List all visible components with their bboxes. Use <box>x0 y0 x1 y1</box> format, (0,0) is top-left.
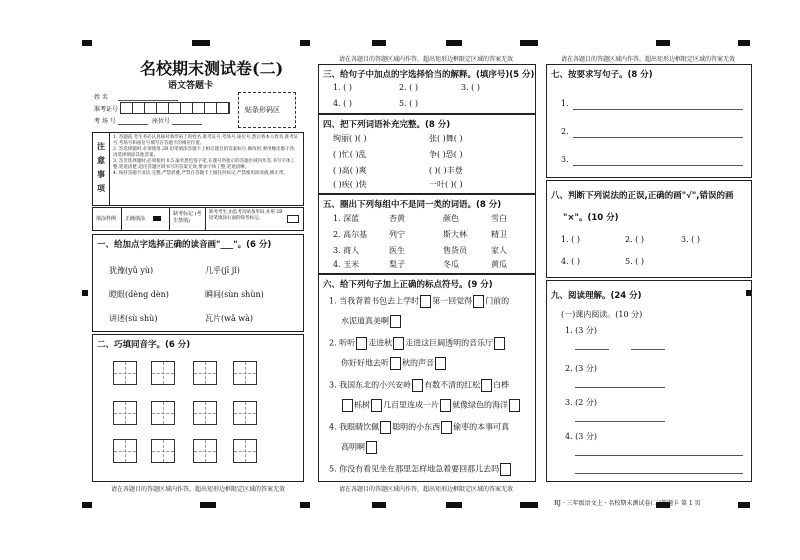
notes-char: 注 <box>97 141 105 151</box>
pinyin-item[interactable]: 讲述(sù shù) <box>109 314 158 323</box>
sentence-line <box>329 421 509 434</box>
barcode-area <box>238 92 296 128</box>
answer-line[interactable] <box>575 349 609 350</box>
question-label: 4. (3 分) <box>565 432 598 441</box>
notes-char: 事 <box>97 169 105 179</box>
sentence-line <box>341 357 447 370</box>
section-1-pronunciation <box>92 234 304 332</box>
absent-label: 缺考标记 (考生禁填) <box>173 211 202 224</box>
sentence-part: 走进这巨阔透明的音乐厅 <box>405 338 494 348</box>
word-option[interactable]: 家人 <box>491 246 507 255</box>
sentence-part: 几百里连成一片 <box>383 400 439 410</box>
name-field[interactable] <box>118 100 178 101</box>
subsection-title: (一)课内阅读。(10 分) <box>561 310 643 319</box>
sentence-part: 门前的 <box>485 296 510 306</box>
word-blank[interactable]: 一叶( )( ) <box>429 180 463 189</box>
alignment-mark <box>520 502 538 508</box>
sentence-part: 高明啊 <box>341 442 365 452</box>
sentence-part: 3. 我国东北的小兴安岭 <box>329 380 412 390</box>
punct-box[interactable] <box>473 295 484 308</box>
answer-line[interactable] <box>575 473 743 474</box>
answer-slot[interactable]: 5. ( ) <box>399 99 418 108</box>
section-6-punctuation <box>318 274 536 482</box>
section-title-cont: "×"。(10 分) <box>563 213 619 223</box>
alignment-mark <box>192 40 210 46</box>
word-blank[interactable]: 张( )舞( ) <box>429 134 463 143</box>
notes-text <box>113 135 299 177</box>
alignment-mark <box>446 40 462 46</box>
pinyin-item[interactable]: 瓦片(wǎ wà) <box>205 314 254 323</box>
punct-box[interactable] <box>420 295 431 308</box>
section-7-write-sentences <box>546 64 752 178</box>
writing-cell[interactable] <box>113 439 137 463</box>
alignment-mark <box>372 502 386 508</box>
sentence-part: 第一回觉得 <box>432 296 473 306</box>
boundary-notice: 请在各题目的答题区域内作答，超出矩形边框限定区域的答案无效 <box>338 56 513 63</box>
section-title: 五、圈出下列每组中不是同一类的词语。(8 分) <box>323 200 502 210</box>
word-option[interactable]: 黄瓜 <box>491 260 507 269</box>
alignment-mark <box>82 502 92 508</box>
alignment-mark <box>300 502 310 508</box>
note-item: 4. 保持答题卡清洁,完整,严禁折叠,严禁在答题卡上做任何标记,严禁使用涂改液,修正带。 <box>113 171 288 176</box>
column-right <box>544 52 752 507</box>
punct-box[interactable] <box>390 357 401 370</box>
writing-cell[interactable] <box>233 401 257 425</box>
section-4-complete-words <box>318 114 536 194</box>
word-option[interactable]: 医生 <box>389 246 405 255</box>
alignment-mark <box>300 40 310 46</box>
sentence-part: 聪明的小东西 <box>392 422 441 432</box>
punct-box[interactable] <box>366 441 377 454</box>
alignment-mark <box>738 40 750 46</box>
answer-slot[interactable]: 4. ( ) <box>561 257 580 266</box>
sentence-part: 秋的声音 <box>402 358 434 368</box>
pinyin-item[interactable]: 瞪眼(dèng dèn) <box>109 290 169 299</box>
page-footer: RJ · 三年级语文上 · 名校期末测试卷(二)答题卡 第 1 页 <box>554 500 701 507</box>
boundary-notice: 请在各题目的答题区域内作答，超出矩形边框限定区域的答案无效 <box>338 486 513 493</box>
sentence-part: 1. 当我背着书包去上学时 <box>329 296 420 306</box>
section-8-true-false <box>546 180 752 278</box>
writing-cell[interactable] <box>151 361 175 385</box>
writing-cell[interactable] <box>151 401 175 425</box>
section-title: 七、按要求写句子。(8 分) <box>551 70 653 80</box>
section-title: 六、给下列句子加上正确的标点符号。(9 分) <box>323 280 493 290</box>
answer-slot[interactable]: 5. ( ) <box>625 257 644 266</box>
sentence-part: 偷枣的本事可真 <box>453 422 510 432</box>
answer-line[interactable] <box>575 455 743 456</box>
section-title: 三、给句子中加点的字选择恰当的解释。(填序号)(5 分) <box>323 70 535 80</box>
answer-slot[interactable]: 3. ( ) <box>681 235 700 244</box>
question-label: 1. (3 分) <box>565 326 598 335</box>
sentence-part: 栎树 <box>354 400 370 410</box>
sentence-line <box>341 441 378 454</box>
sentence-part: 走进秋 <box>368 338 393 348</box>
section-3-meanings <box>318 64 536 114</box>
question-label: 2. (3 分) <box>565 364 598 373</box>
exam-no-boxes[interactable] <box>120 102 230 114</box>
alignment-mark <box>200 502 216 508</box>
alignment-mark <box>446 502 462 508</box>
item-number: 3. <box>561 155 569 164</box>
page-subtitle: 语文答题卡 <box>168 81 214 91</box>
note-item: 2. 答选择题时,必须使用 2B 铅笔填涂答题卡上相应题目的答案标号,修改时,要用橡皮擦干净,再选择填涂其他答案。 <box>113 147 296 158</box>
alignment-mark <box>520 40 538 46</box>
sentence-part: 4. 我眼睛饮佩 <box>329 422 380 432</box>
section-9-reading <box>546 280 752 482</box>
notes-char: 意 <box>97 155 105 165</box>
punct-box[interactable] <box>356 337 367 350</box>
word-option[interactable]: 1. 深蓝 <box>333 214 360 223</box>
pinyin-item[interactable]: 犹豫(yǔ yù) <box>109 266 154 275</box>
alignment-mark <box>82 40 92 46</box>
absent-mark-box[interactable] <box>287 215 299 223</box>
word-blank[interactable]: ( )忙( )乱 <box>333 150 367 159</box>
word-blank[interactable]: ( )疾( )快 <box>333 180 367 189</box>
sentence-part: 有数不清的红松 <box>424 380 481 390</box>
boundary-notice: 请在各题目的答题区域内作答，超出矩形边框限定区域的答案无效 <box>560 56 735 63</box>
writing-cell[interactable] <box>193 361 217 385</box>
writing-cell[interactable] <box>113 361 137 385</box>
punct-box[interactable] <box>494 337 505 350</box>
sentence-line <box>329 379 509 392</box>
section-title: 二、巧填同音字。(6 分) <box>97 340 191 350</box>
punct-box[interactable] <box>509 399 520 412</box>
word-blank[interactable]: 争( )恐( ) <box>429 150 463 159</box>
word-option[interactable]: 精卫 <box>491 230 507 239</box>
pinyin-item[interactable]: 瞬间(sùn shùn) <box>205 290 264 299</box>
section-title: 四、把下列词语补充完整。(8 分) <box>323 120 451 130</box>
word-option[interactable]: 颜色 <box>443 214 459 223</box>
sentence-part: 2. 听听 <box>329 338 356 348</box>
answer-line[interactable] <box>575 387 665 388</box>
fill-example-label: 填涂样例 <box>96 216 117 222</box>
correct-fill-sample <box>153 216 161 221</box>
notes-label <box>93 133 110 205</box>
sentence-part: 5. 你没有看见坐在那里怎样地急着要回那儿去吗 <box>329 464 500 474</box>
word-blank[interactable]: ( )( )丰登 <box>429 166 463 175</box>
writing-cell[interactable] <box>233 361 257 385</box>
barcode-label: 贴条形码区 <box>245 106 280 114</box>
punct-box[interactable] <box>500 463 511 476</box>
room-label: 考 场 号 <box>94 118 116 125</box>
seat-label: 座位号 <box>152 118 171 125</box>
section-2-homophones <box>92 334 304 482</box>
punct-box[interactable] <box>342 399 353 412</box>
sentence-part: 就像绿色的海洋 <box>452 400 508 410</box>
absent-desc: 缺考考生,由监考员贴条形码,并用 2B 铅笔填涂右面的缺考标记。 <box>209 210 283 221</box>
note-item: 3. 答非选择题时,必须使用 0.5 毫米黑色签字笔,在题号所指示的答题区域内作答,书写字体工整,笔迹清楚,超出答题区域书写的答案无效,要求字体工整,笔迹清晰。 <box>113 159 296 170</box>
note-item: 1. 答题前,考生务必认真核对条形码上的姓名,准考证号,考场号,座位号,然后将本人姓名,准考证号,考场号和座位号填写在答题卡的相应位置。 <box>113 135 299 146</box>
sentence-line <box>341 315 402 328</box>
section-title: 一、给加点字选择正确的读音画"___"。(6 分) <box>97 240 272 250</box>
word-option[interactable]: 3. 商人 <box>333 246 360 255</box>
sentence-part: 白桦 <box>493 380 510 390</box>
word-option[interactable]: 列宁 <box>389 230 405 239</box>
alignment-mark <box>738 502 750 508</box>
answer-line[interactable] <box>573 109 743 110</box>
item-number: 2. <box>561 127 569 136</box>
word-blank[interactable]: ( )高( )爽 <box>333 166 367 175</box>
writing-cell[interactable] <box>113 401 137 425</box>
word-blank[interactable]: 绚丽( )( ) <box>333 134 367 143</box>
word-option[interactable]: 斯大林 <box>443 230 467 239</box>
word-option[interactable]: 梨子 <box>389 260 405 269</box>
writing-cell[interactable] <box>233 439 257 463</box>
sentence-part: 你好好地去听 <box>341 358 389 368</box>
exam-no-label: 准考证号 <box>94 106 119 113</box>
sentence-line <box>341 399 521 412</box>
punct-box[interactable] <box>380 421 391 434</box>
alignment-mark <box>372 40 386 46</box>
seat-field[interactable] <box>172 124 202 125</box>
fill-example-row <box>92 207 304 231</box>
sentence-line <box>329 337 506 350</box>
answer-line[interactable] <box>573 165 743 166</box>
writing-cell[interactable] <box>151 439 175 463</box>
writing-cell[interactable] <box>193 401 217 425</box>
answer-line[interactable] <box>631 349 665 350</box>
punct-box[interactable] <box>393 337 404 350</box>
answer-slot[interactable]: 2. ( ) <box>399 83 418 92</box>
word-option[interactable]: 2. 高尔基 <box>333 230 368 239</box>
answer-line[interactable] <box>573 137 743 138</box>
notes-box <box>92 132 304 206</box>
word-option[interactable]: 杏黄 <box>389 214 405 223</box>
alignment-mark <box>656 40 670 46</box>
correct-fill-label: 正确填涂 <box>125 216 146 222</box>
column-left <box>88 52 308 492</box>
punct-box[interactable] <box>441 421 452 434</box>
column-middle <box>316 52 536 492</box>
word-option[interactable]: 冬瓜 <box>443 260 459 269</box>
item-number: 1. <box>561 99 569 108</box>
section-5-odd-one-out <box>318 194 536 274</box>
answer-slot[interactable]: 2. ( ) <box>625 235 644 244</box>
section-title: 九、阅读理解。(24 分) <box>551 291 642 301</box>
sentence-line <box>329 463 512 476</box>
writing-cell[interactable] <box>193 439 217 463</box>
answer-slot[interactable]: 4. ( ) <box>333 99 352 108</box>
answer-slot[interactable]: 1. ( ) <box>333 83 352 92</box>
punct-box[interactable] <box>390 315 401 328</box>
boundary-notice: 请在各题目的答题区域内作答，超出矩形边框限定区域的答案无效 <box>110 486 285 493</box>
answer-line[interactable] <box>575 421 665 422</box>
punct-box[interactable] <box>371 399 382 412</box>
notes-char: 项 <box>97 183 105 193</box>
page-title: 名校期末测试卷(二) <box>140 59 284 78</box>
answer-slot[interactable]: 1. ( ) <box>561 235 580 244</box>
punct-box[interactable] <box>435 357 446 370</box>
word-option[interactable]: 雪白 <box>491 214 507 223</box>
section-title: 八、判断下列说法的正误,正确的画"√",错误的画 <box>551 191 734 201</box>
word-option[interactable]: 4. 玉米 <box>333 260 360 269</box>
punct-box[interactable] <box>481 379 492 392</box>
question-label: 3. (2 分) <box>565 398 598 407</box>
word-option[interactable]: 售货员 <box>443 246 467 255</box>
room-field[interactable] <box>118 124 148 125</box>
name-label: 姓 名 <box>94 94 108 101</box>
answer-slot[interactable]: 3. ( ) <box>461 83 480 92</box>
punct-box[interactable] <box>440 399 451 412</box>
punct-box[interactable] <box>412 379 423 392</box>
pinyin-item[interactable]: 几乎(jī jǐ) <box>205 266 240 275</box>
sentence-part: 水泥道真美啊 <box>341 316 389 326</box>
sentence-line <box>329 295 509 308</box>
